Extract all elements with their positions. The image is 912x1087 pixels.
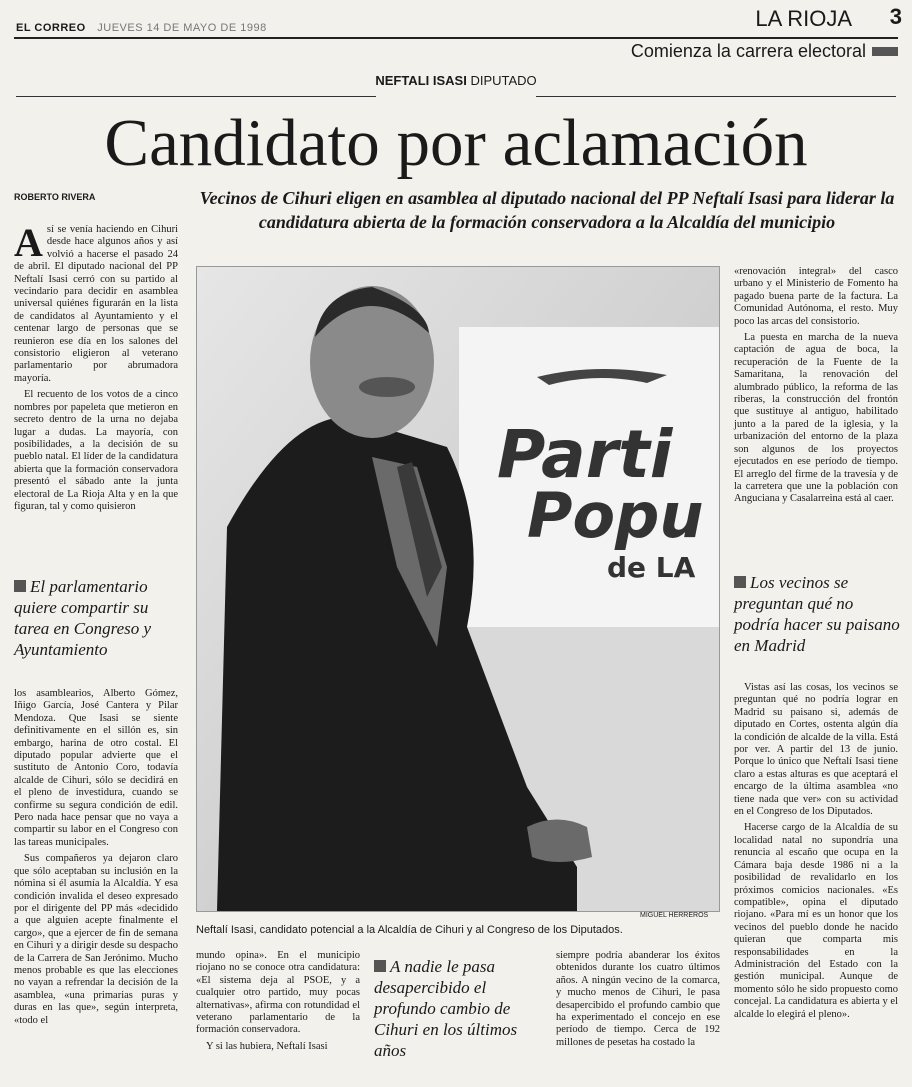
paragraph: mundo opina». En el municipio riojano no se conoce otra candidatura: «El sistema deja al PSOE, y a cualquier otro partido, muy pocas alternativas», afirma con rotundidad el veterano parlamentario de la formación conservadora. <box>196 950 360 1036</box>
paragraph: siempre podría abanderar los éxitos obtenidos durante los cuatro últimos años. A ningún vecino de la comarca, y mucho menos de Cihuri, le pasa desapercibido el profundo cambio que ha experimentado el concejo en ese período de tiempo. Cerca de 192 millones de pesetas ha costado la <box>556 950 720 1048</box>
paragraph: Y si las hubiera, Neftalí Isasi <box>206 1040 328 1052</box>
pull-quote-3 <box>734 572 900 656</box>
pull-quote-text: El parlamentario quiere compartir su tarea en Congreso y Ayuntamiento <box>14 577 152 659</box>
kicker-name: NEFTALI ISASI <box>375 73 467 88</box>
candidate-photo <box>196 266 720 912</box>
issue-date: JUEVES 14 DE MAYO DE 1998 <box>97 22 267 34</box>
svg-text:Popu: Popu <box>527 479 704 552</box>
article-column-1 <box>14 220 178 517</box>
paragraph: Sus compañeros ya dejaron claro que sólo aceptaban su inclusión en la nómina si él asumía la Alcaldía. Y esa condición invalida el deseo expresado por el dirigente del PP más «decidido a que alguien acepte finalmente el cargo», que a ejercer de fin de semana en Cihuri y a dirigir desde su despacho de la Carrera de San Jerónimo. Mucho menos probable es que las elecciones no vayan a refrendar la decisión de la asamblea, «una primarias puras y duras en las que», según interpreta, «todo el <box>14 853 178 1026</box>
square-bullet-icon <box>14 580 26 592</box>
photo-credit: MIGUEL HERREROS <box>640 912 709 919</box>
paragraph: La puesta en marcha de la nueva captación de agua de boca, la recuperación de la Fuente de la Samaritana, la renovación del alumbrado público, la reforma de las riberas, la construcción del frontón que sustituye al antiguo, habilitado junto a la pared de la iglesia, y la urbanización del entorno de la plaza son algunos de los proyectos ejecutados en ese período de tiempo. El arreglo del firme de la travesía y de la carretera que une la población con Anguciana y Casalarreina está al caer. <box>734 332 898 505</box>
byline: ROBERTO RIVERA <box>14 192 96 202</box>
paragraph: «renovación integral» del casco urbano y el Ministerio de Fomento ha pagado buena parte de la factura. La Comunidad Autónoma, el resto. Muy poco las arcas del consistorio. <box>734 266 898 327</box>
section-box-icon <box>872 47 898 56</box>
subhead: Vecinos de Cihuri eligen en asamblea al diputado nacional del PP Neftalí Isasi para liderar la candidatura abierta de la formación conservadora a la Alcaldía del municipio <box>199 188 895 232</box>
section-tag: Comienza la carrera electoral <box>630 41 866 61</box>
paragraph: los asamblearios, Alberto Gómez, Iñigo García, José Cantera y Pilar Mendoza. Que Isasi se siente definitivamente en el sillón es, sin embargo, harina de otro costal. El diputado popular advierte que el sustituto de Antonio Coro, todavía alcalde de Cihuri, sólo se decidirá en el pleno de investidura, cuando se confirme su segura condición de edil. Pero nada hace pensar que no vaya a compartir su labor en el Congreso con las tareas municipales. <box>14 688 178 848</box>
section-name: LA RIOJA <box>755 6 852 31</box>
paper-name: EL CORREO <box>16 22 86 34</box>
svg-text:de LA: de LA <box>607 551 696 584</box>
kicker-rule-left <box>16 96 376 97</box>
article-column-3 <box>734 266 898 510</box>
article-column-2a <box>196 950 360 1057</box>
pull-quote-text: A nadie le pasa desapercibido el profundo cambio de Cihuri en los últimos años <box>374 957 518 1060</box>
paragraph: Hacerse cargo de la Alcaldía de su localidad natal no supondría una renuncia al escaño que ocupa en la Cámara baja desde 1986 ni a la posibilidad de revalidarlo en los próximos comicios nacionales. «Es compatible», opina el diputado riojano. «Para mí es un honor que los vecinos del pueblo donde he nacido quieran que comparta mis responsabilidades en la Administración del Estado con la gestión municipal. Aunque de momento sólo he sido propuesto como concejal. La candidatura es abierta y el alcalde lo elegirá el pleno». <box>734 822 898 1020</box>
sign-text: Parti <box>497 416 673 493</box>
kicker-rule-right <box>536 96 896 97</box>
paragraph: Vistas así las cosas, los vecinos se preguntan qué no podría lograr en Madrid su paisano si, además de diputado en Cortes, ostenta algún día la condición de alcalde de la villa. Está por ver. A partir del 13 de junio. Porque lo único que Neftalí Isasi tiene claro a estas alturas es que aceptará el encargo de la última asamblea «no tiene nada que ver» con su actividad en el Congreso de los Diputados. <box>734 682 898 818</box>
kicker <box>0 73 912 88</box>
pull-quote-1 <box>14 576 184 660</box>
pull-quote-2 <box>374 956 542 1061</box>
square-bullet-icon <box>374 960 386 972</box>
masthead-rule <box>14 37 898 39</box>
article-column-2b <box>556 950 720 1053</box>
paragraph: sí se venía haciendo en Cihuri desde hace algunos años y así volvió a hacerse el pasado 24 de abril. El diputado nacional del PP Neftalí Isasi cerró con su partido al vecindario para decidir en asamblea universal quiénes figurarán en la lista de candidatos al Ayuntamiento y el centenar largo de personas que se reunieron ese día en los salones del consistorio eligieron al veterano parlamentario por abrumadora mayoría. <box>14 224 178 384</box>
paragraph: El recuento de los votos de a cinco nombres por papeleta que metieron en secreto dentro de la urna no dejaba lugar a dudas. La mayoría, con posibilidades, a la decisión de su pueblo natal. El líder de la candidatura abierta que la formación conservadora presentó el sábado ante la junta electoral de La Rioja Alta y en la que figuran, tal y como quisieron <box>14 389 178 512</box>
pull-quote-text: Los vecinos se preguntan qué no podría hacer su paisano en Madrid <box>734 573 900 655</box>
article-column-1b <box>14 688 178 1031</box>
article-column-3b <box>734 682 898 1025</box>
masthead-paper <box>16 22 267 34</box>
photo-illustration <box>197 267 719 911</box>
photo-caption: Neftalí Isasi, candidato potencial a la Alcaldía de Cihuri y al Congreso de los Diputados. <box>196 924 623 936</box>
page-number: 3 <box>889 4 902 29</box>
drop-cap: A <box>14 220 43 265</box>
square-bullet-icon <box>734 576 746 588</box>
headline: Candidato por aclamación <box>104 106 808 180</box>
kicker-role: DIPUTADO <box>470 73 537 88</box>
